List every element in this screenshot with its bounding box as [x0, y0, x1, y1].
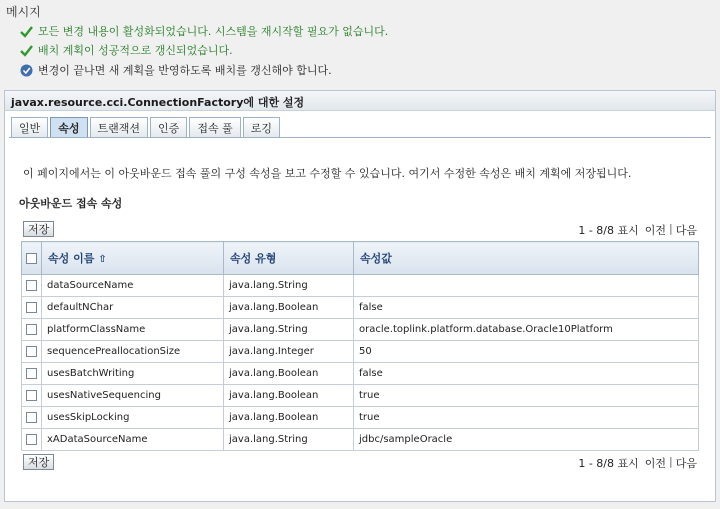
row-checkbox[interactable] — [26, 390, 37, 401]
pager-count: 1 - 8/8 표시 — [578, 457, 639, 470]
table-row — [22, 319, 699, 341]
tab-logging[interactable]: 로깅 — [243, 117, 280, 137]
property-type-cell: java.lang.Boolean — [224, 363, 354, 385]
table-row — [22, 407, 699, 429]
row-checkbox[interactable] — [26, 280, 37, 291]
table-row — [22, 429, 699, 451]
property-value-cell: false — [354, 297, 699, 319]
property-type-cell: java.lang.Integer — [224, 341, 354, 363]
message-success — [20, 42, 233, 58]
property-type-cell: java.lang.Boolean — [224, 385, 354, 407]
property-name-cell: defaultNChar — [42, 297, 224, 319]
checkmark-icon — [20, 44, 33, 57]
message-success — [20, 23, 388, 39]
property-value-cell — [354, 275, 699, 297]
row-checkbox[interactable] — [26, 302, 37, 313]
page-description: 이 페이지에서는 이 아웃바운드 접속 풀의 구성 속성을 보고 수정할 수 있습니다. 여기서 수정한 속성은 배치 계획에 저장됩니다. — [23, 167, 632, 180]
row-checkbox[interactable] — [26, 346, 37, 357]
pager-separator: | — [669, 455, 673, 468]
property-type-cell: java.lang.String — [224, 319, 354, 341]
save-button-top[interactable]: 저장 — [23, 221, 54, 237]
message-text: 변경이 끝나면 새 계획을 반영하도록 배치를 갱신해야 합니다. — [38, 64, 332, 77]
section-title: 아웃바운드 접속 속성 — [19, 197, 123, 210]
column-header-label: 속성 이름 — [48, 252, 95, 265]
properties-table — [21, 241, 699, 451]
pager-next-link[interactable]: 다음 — [675, 457, 697, 470]
tab-properties[interactable]: 속성 — [50, 117, 87, 137]
select-all-checkbox[interactable] — [26, 253, 37, 264]
property-name-cell: usesBatchWriting — [42, 363, 224, 385]
save-button-bottom[interactable]: 저장 — [23, 454, 54, 470]
property-value-cell: 50 — [354, 341, 699, 363]
table-row — [22, 275, 699, 297]
table-header-row — [22, 242, 699, 275]
message-text: 모든 변경 내용이 활성화되었습니다. 시스템을 재시작할 필요가 없습니다. — [38, 25, 389, 38]
row-checkbox[interactable] — [26, 324, 37, 335]
messages-title: 메시지 — [6, 5, 41, 19]
pager-prev-link[interactable]: 이전 — [644, 224, 667, 237]
tab-connection-pool[interactable]: 접속 풀 — [189, 117, 240, 137]
table-row — [22, 385, 699, 407]
property-type-cell: java.lang.String — [224, 275, 354, 297]
row-select-cell — [22, 429, 42, 451]
checkmark-icon — [20, 25, 33, 38]
row-checkbox[interactable] — [26, 412, 37, 423]
property-name-cell: sequencePreallocationSize — [42, 341, 224, 363]
column-header-type[interactable]: 속성 유형 — [224, 242, 354, 275]
property-type-cell: java.lang.Boolean — [224, 407, 354, 429]
pager-next-link[interactable]: 다음 — [675, 224, 697, 237]
sort-ascending-icon: ⇧ — [98, 254, 107, 265]
row-select-cell — [22, 341, 42, 363]
panel-title: javax.resource.cci.ConnectionFactory에 대한 설정 — [5, 91, 715, 111]
messages-area — [0, 0, 720, 86]
pager-count: 1 - 8/8 표시 — [578, 224, 639, 237]
pager-separator: | — [669, 222, 673, 235]
message-text: 배치 계획이 성공적으로 갱신되었습니다. — [38, 44, 233, 57]
pager-top — [578, 222, 697, 238]
row-checkbox[interactable] — [26, 434, 37, 445]
property-value-cell: true — [354, 407, 699, 429]
table-row — [22, 341, 699, 363]
tab-general[interactable]: 일반 — [11, 117, 48, 137]
property-value-cell: jdbc/sampleOracle — [354, 429, 699, 451]
property-type-cell: java.lang.String — [224, 429, 354, 451]
tab-transactions[interactable]: 트랜잭션 — [90, 117, 149, 137]
info-check-icon — [20, 64, 33, 77]
property-name-cell: dataSourceName — [42, 275, 224, 297]
tab-bar — [11, 117, 282, 137]
row-select-cell — [22, 363, 42, 385]
column-header-name[interactable] — [42, 242, 224, 275]
property-name-cell: xADataSourceName — [42, 429, 224, 451]
settings-panel — [4, 90, 716, 502]
property-type-cell: java.lang.Boolean — [224, 297, 354, 319]
table-row — [22, 363, 699, 385]
property-value-cell: true — [354, 385, 699, 407]
row-select-cell — [22, 275, 42, 297]
message-info — [20, 62, 332, 78]
property-name-cell: usesNativeSequencing — [42, 385, 224, 407]
header-select-cell — [22, 242, 42, 275]
row-select-cell — [22, 407, 42, 429]
row-select-cell — [22, 297, 42, 319]
property-name-cell: usesSkipLocking — [42, 407, 224, 429]
table-row — [22, 297, 699, 319]
row-checkbox[interactable] — [26, 368, 37, 379]
property-value-cell: false — [354, 363, 699, 385]
tab-divider — [9, 137, 711, 138]
row-select-cell — [22, 385, 42, 407]
column-header-value[interactable]: 속성값 — [354, 242, 699, 275]
row-select-cell — [22, 319, 42, 341]
pager-prev-link[interactable]: 이전 — [644, 457, 667, 470]
pager-bottom — [578, 455, 697, 471]
tab-authentication[interactable]: 인증 — [150, 117, 187, 137]
property-value-cell: oracle.toplink.platform.database.Oracle10Platform — [354, 319, 699, 341]
property-name-cell: platformClassName — [42, 319, 224, 341]
